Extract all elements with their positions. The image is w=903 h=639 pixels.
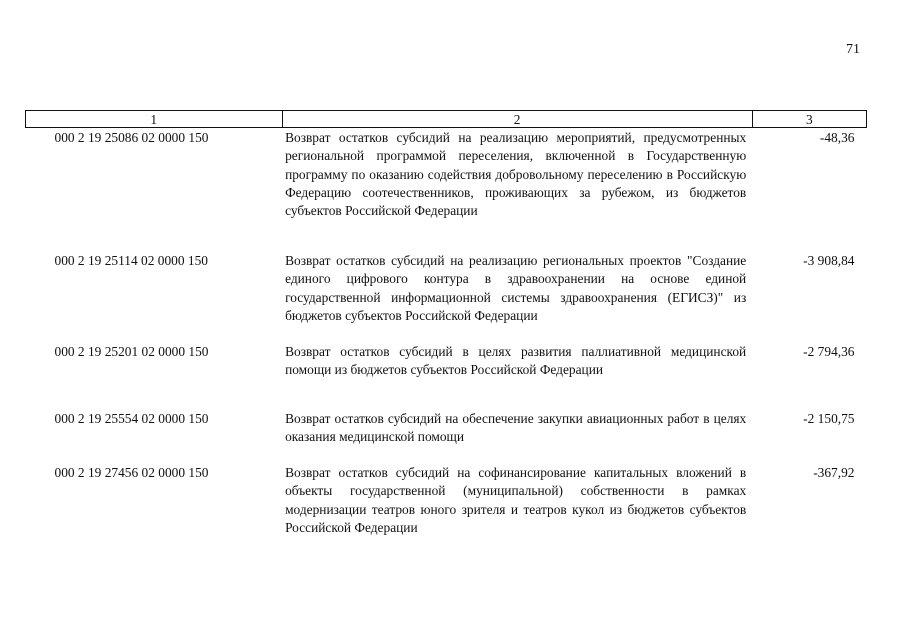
amount-cell: -3 908,84 [803,253,855,268]
amount-cell: -2 150,75 [803,411,855,426]
table-row [26,128,867,253]
description-cell: Возврат остатков субсидий на софинансирование капитальных вложений в объекты государственной (муниципальной) собственности в рамках модернизации театров юного зрителя и театров кукол из бюджетов субъектов Российской Федерации [285,465,747,535]
budget-code-cell: 000 2 19 25086 02 0000 150 [54,130,209,145]
table-header [26,111,867,128]
table-row [26,410,867,464]
table-row [26,464,867,544]
column-header-3: 3 [752,111,866,128]
description-cell: Возврат остатков субсидий на реализацию мероприятий, предусмотренных региональной программой переселения, включенной в Государственную программу по оказанию содействия добровольному переселению в Российскую Федерацию соотечественников, проживающих за рубежом, из бюджетов субъектов Российской Федерации [285,130,747,219]
amount-cell: -367,92 [813,465,855,480]
column-header-2: 2 [282,111,752,128]
column-header-1: 1 [26,111,283,128]
budget-code-cell: 000 2 19 25114 02 0000 150 [54,253,208,268]
budget-code-cell: 000 2 19 25201 02 0000 150 [54,344,209,359]
budget-code-cell: 000 2 19 25554 02 0000 150 [54,411,209,426]
amount-cell: -2 794,36 [803,344,855,359]
page-number: 71 [846,42,860,57]
description-cell: Возврат остатков субсидий на реализацию региональных проектов "Создание единого цифрового контура в здравоохранении на основе единой государственной информационной системы здравоохранения (ЕГИСЗ)" из бюджетов субъектов Российской Федерации [285,253,747,323]
description-cell: Возврат остатков субсидий на обеспечение закупки авиационных работ в целях оказания медицинской помощи [285,411,747,445]
amount-cell: -48,36 [819,130,855,145]
description-cell: Возврат остатков субсидий в целях развития паллиативной медицинской помощи из бюджетов субъектов Российской Федерации [285,344,747,378]
table-header-row [26,111,867,128]
table-row [26,252,867,343]
table-row [26,343,867,410]
budget-table [25,110,867,544]
budget-code-cell: 000 2 19 27456 02 0000 150 [54,465,209,480]
table-body [26,128,867,545]
